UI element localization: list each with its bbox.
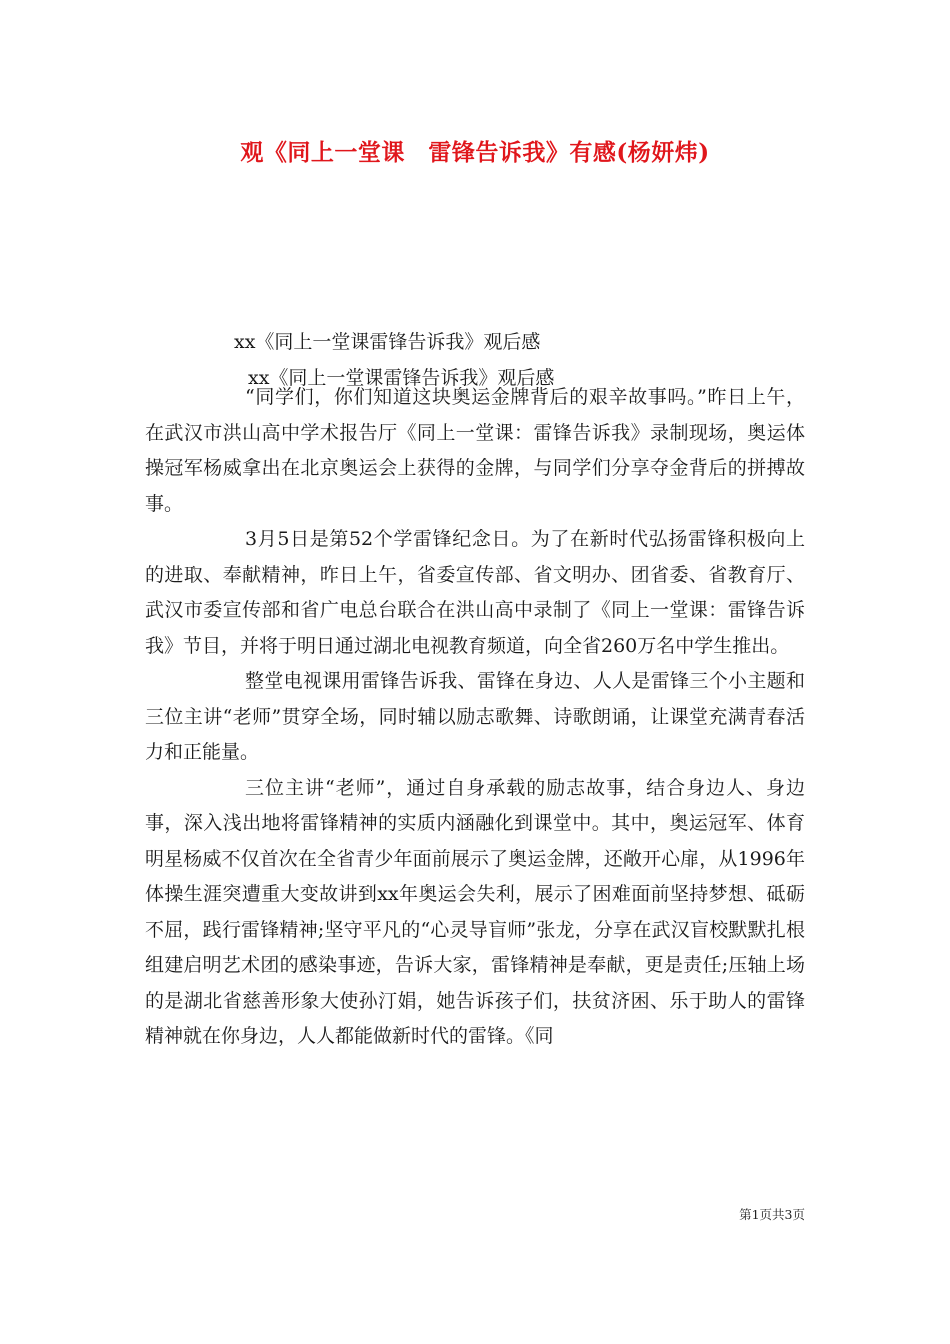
paragraph-1: “同学们，你们知道这块奥运金牌背后的艰辛故事吗。”昨日上午，在武汉市洪山高中学术报告厅《同上一堂课：雷锋告诉我》录制现场，奥运体操冠军杨威拿出在北京奥运会上获得的金牌，与同学们分享夺金背后的拼搏故事。: [145, 386, 805, 515]
document-title: 观《同上一堂课 雷锋告诉我》有感(杨妍炜): [240, 139, 710, 166]
document-body: [145, 380, 805, 1055]
paragraph-3: 整堂电视课用雷锋告诉我、雷锋在身边、人人是雷锋三个小主题和三位主讲“老师”贯穿全场，同时辅以励志歌舞、诗歌朗诵，让课堂充满青春活力和正能量。: [145, 670, 805, 763]
paragraph-2: 3月5日是第52个学雷锋纪念日。为了在新时代弘扬雷锋积极向上的进取、奉献精神，昨日上午，省委宣传部、省文明办、团省委、省教育厅、武汉市委宣传部和省广电总台联合在洪山高中录制了《同上一堂课：雷锋告诉我》节目，并将于明日通过湖北电视教育频道，向全省260万名中学生推出。: [145, 528, 805, 657]
subheading-2: xx《同上一堂课雷锋告诉我》观后感: [248, 367, 555, 389]
paragraph-4: 三位主讲“老师”，通过自身承载的励志故事，结合身边人、身边事，深入浅出地将雷锋精神的实质内涵融化到课堂中。其中，奥运冠军、体育明星杨威不仅首次在全省青少年面前展示了奥运金牌，还敞开心扉，从1996年体操生涯突遭重大变故讲到xx年奥运会失利，展示了困难面前坚持梦想、砥砺不屈，践行雷锋精神;坚守平凡的“心灵导盲师”张龙，分享在武汉盲校默默扎根组建启明艺术团的感染事迹，告诉大家，雷锋精神是奉献，更是责任;压轴上场的是湖北省慈善形象大使孙汀娟，她告诉孩子们，扶贫济困、乐于助人的雷锋精神就在你身边，人人都能做新时代的雷锋。《同: [145, 776, 805, 1047]
page-footer: 第1页共3页: [739, 1207, 805, 1222]
subheading-1: xx《同上一堂课雷锋告诉我》观后感: [234, 331, 541, 353]
